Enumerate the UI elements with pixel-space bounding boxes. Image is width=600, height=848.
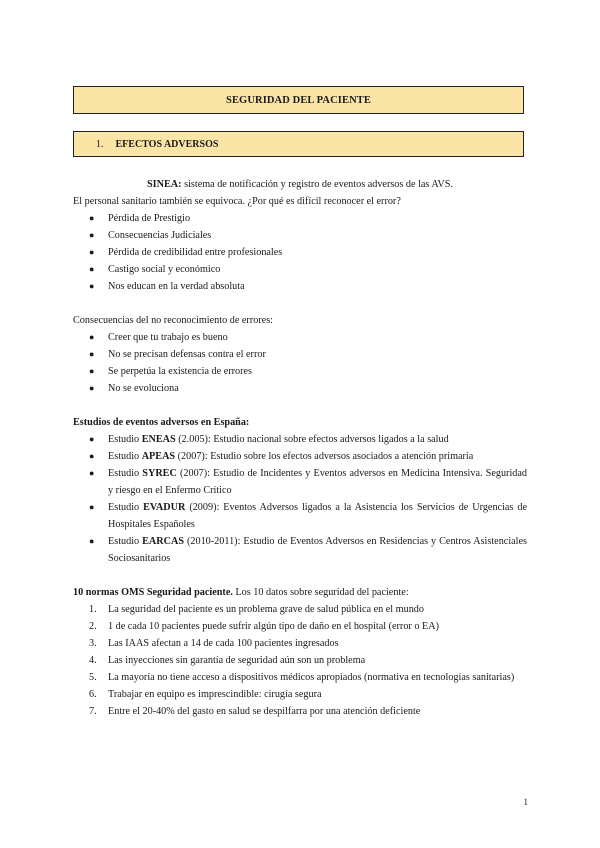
bullet-icon: ● [89,247,95,257]
oms-item-number: 1. [89,604,97,615]
bullet-icon: ● [89,383,95,393]
study-desc: : Estudio nacional sobre efectos adversos ligados a la salud [207,434,449,445]
list-item [73,363,527,380]
oms-item-text: La seguridad del paciente es un problema grave de salud pública en el mundo [108,604,424,615]
oms-item [73,618,527,635]
body-content [73,176,527,720]
study-item [73,431,527,448]
list-item-text: Consecuencias Judiciales [108,230,212,241]
oms-item-text: Las IAAS afectan a 14 de cada 100 pacientes ingresados [108,638,339,649]
studies-title-text: Estudios de eventos adversos en España: [73,417,250,428]
bullet-icon: ● [89,213,95,223]
oms-item-text: Trabajar en equipo es imprescindible: cirugía segura [108,689,322,700]
study-desc: : Estudio sobre los efectos adversos asociados a atención primaria [204,451,474,462]
consequences-title: Consecuencias del no reconocimiento de errores: [73,315,273,326]
study-item [73,448,527,465]
studies-title [73,414,527,431]
bullet-icon: ● [89,349,95,359]
study-prefix: Estudio [108,451,142,462]
page-title [73,86,524,114]
study-item [73,533,527,567]
sinea-text: sistema de notificación y registro de eventos adversos de las AVS. [181,179,453,190]
list-item [73,244,527,261]
study-name: EVADUR [143,502,186,513]
bullet-icon: ● [89,281,95,291]
sinea-term: SINEA: [147,179,182,190]
studies-list [73,431,527,567]
oms-item-number: 2. [89,621,97,632]
list-item-text: Pérdida de credibilidad entre profesionales [108,247,283,258]
study-desc: : Estudio de Incidentes y Eventos adversos en Medicina Intensiva. Seguridad y riesgo en el Enfermo Crítico [108,468,527,496]
oms-heading-rest: Los 10 datos sobre seguridad del paciente: [232,587,409,598]
bullet-icon: ● [89,468,95,478]
section-number: 1. [96,138,104,150]
list-item [73,227,527,244]
oms-item-number: 4. [89,655,97,666]
study-year: (2009) [185,502,217,513]
section-label: EFECTOS ADVERSOS [115,138,219,150]
sinea-line [73,176,527,193]
oms-item-text: Las inyecciones sin garantía de seguridad aún son un problema [108,655,366,666]
oms-item-number: 6. [89,689,97,700]
study-prefix: Estudio [108,468,143,479]
page-title-text: SEGURIDAD DEL PACIENTE [226,94,371,106]
study-prefix: Estudio [108,502,144,513]
list-item-text: Castigo social y económico [108,264,221,275]
list-item [73,278,527,295]
page-number: 1 [523,797,528,807]
list-item-text: No se evoluciona [108,383,179,394]
reasons-list [73,210,527,295]
oms-item-number: 7. [89,706,97,717]
oms-item-number: 3. [89,638,97,649]
oms-item [73,635,527,652]
oms-heading-bold: 10 normas OMS Seguridad paciente. [73,587,233,598]
study-prefix: Estudio [108,434,142,445]
oms-item-number: 5. [89,672,97,683]
list-item [73,329,527,346]
study-item [73,465,527,499]
study-year: (2007) [176,468,208,479]
study-name: APEAS [141,451,176,462]
study-desc: : Eventos Adversos ligados a la Asistencia los Servicios de Urgencias de Hospitales Españoles [108,502,527,530]
study-name: SYREC [142,468,177,479]
bullet-icon: ● [89,332,95,342]
oms-item-text: 1 de cada 10 pacientes puede sufrir algún tipo de daño en el hospital (error o EA) [108,621,439,632]
study-name: ENEAS [141,434,176,445]
study-prefix: Estudio [108,536,143,547]
oms-item [73,601,527,618]
list-item-text: Se perpetúa la existencia de errores [108,366,252,377]
study-item [73,499,527,533]
consequences-list [73,329,527,397]
list-item-text: Creer que tu trabajo es bueno [108,332,228,343]
oms-item [73,669,527,686]
bullet-icon: ● [89,230,95,240]
list-item [73,380,527,397]
bullet-icon: ● [89,434,95,444]
oms-item-text: Entre el 20-40% del gasto en salud se despilfarra por una atención deficiente [108,706,421,717]
list-item [73,346,527,363]
study-name: EARCAS [142,536,185,547]
section-heading [73,131,524,157]
oms-item [73,652,527,669]
list-item [73,261,527,278]
study-year: (2010-2011) [184,536,238,547]
bullet-icon: ● [89,366,95,376]
oms-item-text: La mayoría no tiene acceso a dispositivos médicos apropiados (normativa en tecnologías sanitarias) [108,672,515,683]
oms-list [73,601,527,720]
list-item-text: No se precisan defensas contra el error [108,349,266,360]
oms-item [73,703,527,720]
list-item [73,210,527,227]
intro-text: El personal sanitario también se equivoca. ¿Por qué es difícil reconocer el error? [73,196,401,207]
oms-item [73,686,527,703]
study-year: (2.005) [175,434,208,445]
list-item-text: Pérdida de Prestigio [108,213,191,224]
study-year: (2007) [175,451,205,462]
oms-heading [73,584,527,601]
bullet-icon: ● [89,502,95,512]
list-item-text: Nos educan en la verdad absoluta [108,281,245,292]
bullet-icon: ● [89,264,95,274]
bullet-icon: ● [89,536,95,546]
study-desc: : Estudio de Eventos Adversos en Residencias y Centros Asistenciales Sociosanitarios [108,536,527,564]
bullet-icon: ● [89,451,95,461]
